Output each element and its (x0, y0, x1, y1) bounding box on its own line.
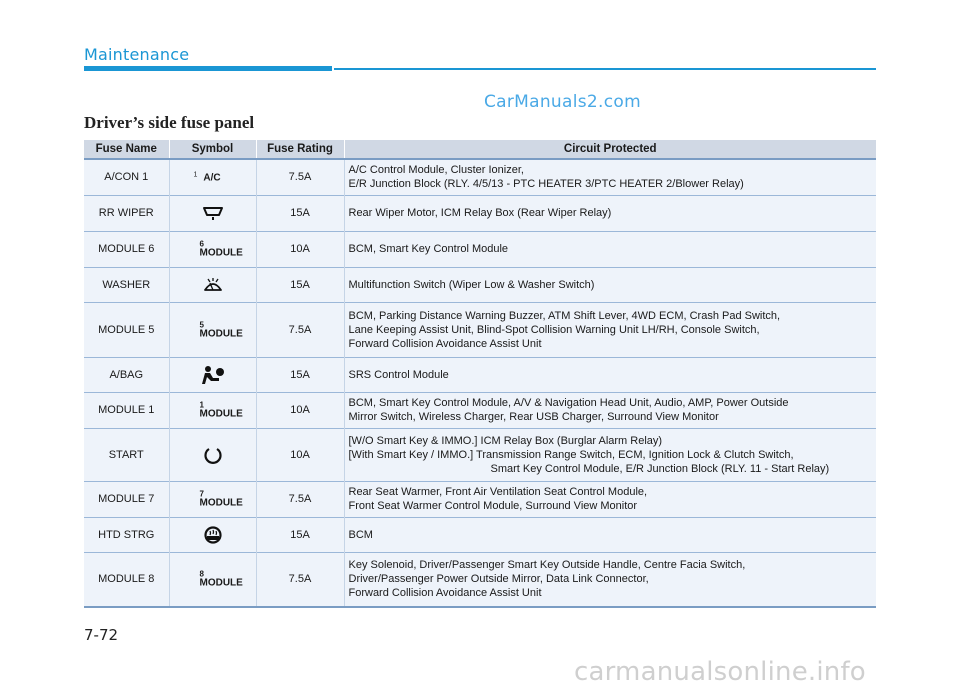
fuse-table (84, 140, 876, 608)
table-row (84, 517, 876, 552)
fuse-rating: 7.5A (256, 159, 344, 195)
table-row (84, 302, 876, 357)
fuse-symbol (169, 302, 256, 357)
fuse-symbol (169, 517, 256, 552)
col-header-fuse-name: Fuse Name (84, 140, 169, 159)
col-header-fuse-rating: Fuse Rating (256, 140, 344, 159)
circuit-protected: Multifunction Switch (Wiper Low & Washer Switch) (344, 267, 876, 302)
watermark-bottom: carmanualsonline.info (574, 657, 866, 687)
table-row (84, 552, 876, 607)
module-symbol: 5 MODULE (199, 320, 243, 339)
fuse-name: A/CON 1 (84, 159, 169, 195)
module-symbol: 8 MODULE (199, 569, 243, 589)
airbag-icon (201, 365, 225, 385)
fuse-rating: 7.5A (256, 481, 344, 517)
washer-icon (202, 276, 224, 294)
circuit-protected: SRS Control Module (344, 357, 876, 392)
table-row (84, 195, 876, 231)
fuse-symbol (169, 159, 256, 195)
fuse-rating: 15A (256, 517, 344, 552)
fuse-rating: 15A (256, 357, 344, 392)
table-row (84, 428, 876, 481)
fuse-symbol (169, 267, 256, 302)
rear-wiper-icon (202, 205, 224, 221)
section-title: Maintenance (84, 45, 190, 64)
table-row (84, 357, 876, 392)
fuse-symbol (169, 392, 256, 428)
table-row (84, 231, 876, 267)
fuse-name: WASHER (84, 267, 169, 302)
table-row (84, 159, 876, 195)
page-heading: Driver’s side fuse panel (84, 113, 255, 132)
table-row (84, 481, 876, 517)
fuse-rating: 7.5A (256, 552, 344, 607)
heated-steering-icon (203, 525, 223, 545)
circuit-protected: Rear Wiper Motor, ICM Relay Box (Rear Wiper Relay) (344, 195, 876, 231)
fuse-symbol (169, 357, 256, 392)
header-rule-thin (334, 68, 876, 70)
fuse-symbol (169, 195, 256, 231)
fuse-name: RR WIPER (84, 195, 169, 231)
module-symbol: 7 MODULE (199, 489, 243, 509)
fuse-name: MODULE 5 (84, 302, 169, 357)
fuse-name: MODULE 7 (84, 481, 169, 517)
module-symbol: 1 MODULE (199, 400, 243, 420)
start-icon (203, 445, 223, 465)
table-row (84, 267, 876, 302)
page-number: 7-72 (84, 626, 119, 644)
circuit-protected: BCM, Smart Key Control Module (344, 231, 876, 267)
circuit-protected: Key Solenoid, Driver/Passenger Smart Key Outside Handle, Centre Facia Switch, Driver/Passenger Power Outside Mirror, Data Link Connector, Forward Collision Avoidance Assist Unit (344, 552, 876, 607)
fuse-symbol (169, 428, 256, 481)
circuit-protected: BCM (344, 517, 876, 552)
circuit-protected: Rear Seat Warmer, Front Air Ventilation Seat Control Module, Front Seat Warmer Control Module, Surround View Monitor (344, 481, 876, 517)
watermark-top: CarManuals2.com (484, 92, 641, 112)
col-header-symbol: Symbol (169, 140, 256, 159)
circuit-protected: A/C Control Module, Cluster Ionizer, E/R Junction Block (RLY. 4/5/13 - PTC HEATER 3/PTC HEATER 2/Blower Relay) (344, 159, 876, 195)
fuse-rating: 10A (256, 392, 344, 428)
fuse-name: MODULE 1 (84, 392, 169, 428)
circuit-protected: [W/O Smart Key & IMMO.] ICM Relay Box (Burglar Alarm Relay) [With Smart Key / IMMO.] Transmission Range Switch, ECM, Ignition Lock & Clutch Switch, Smart Key Control Module, E/R Junction Block (RLY. 11 - Start Relay) (344, 428, 876, 481)
fuse-name: MODULE 6 (84, 231, 169, 267)
table-row (84, 392, 876, 428)
fuse-rating: 7.5A (256, 302, 344, 357)
fuse-name: A/BAG (84, 357, 169, 392)
fuse-name: START (84, 428, 169, 481)
fuse-rating: 15A (256, 195, 344, 231)
fuse-name: MODULE 8 (84, 552, 169, 607)
fuse-rating: 10A (256, 428, 344, 481)
circuit-protected: BCM, Parking Distance Warning Buzzer, ATM Shift Lever, 4WD ECM, Crash Pad Switch, Lane Keeping Assist Unit, Blind-Spot Collision Warning Unit LH/RH, Console Switch, Forward Collision Avoidance Assist Unit (344, 302, 876, 357)
fuse-name: HTD STRG (84, 517, 169, 552)
fuse-symbol (169, 231, 256, 267)
fuse-symbol (169, 481, 256, 517)
fuse-rating: 15A (256, 267, 344, 302)
module-symbol: 6 MODULE (199, 239, 243, 259)
fuse-symbol (169, 552, 256, 607)
ac-symbol: $^1$ A/C (193, 171, 221, 184)
fuse-rating: 10A (256, 231, 344, 267)
col-header-circuit-protected: Circuit Protected (344, 140, 876, 159)
header-rule-thick (84, 66, 332, 71)
circuit-protected: BCM, Smart Key Control Module, A/V & Navigation Head Unit, Audio, AMP, Power Outside Mirror Switch, Wireless Charger, Rear USB Charger, Surround View Monitor (344, 392, 876, 428)
table-header-row (84, 140, 876, 159)
